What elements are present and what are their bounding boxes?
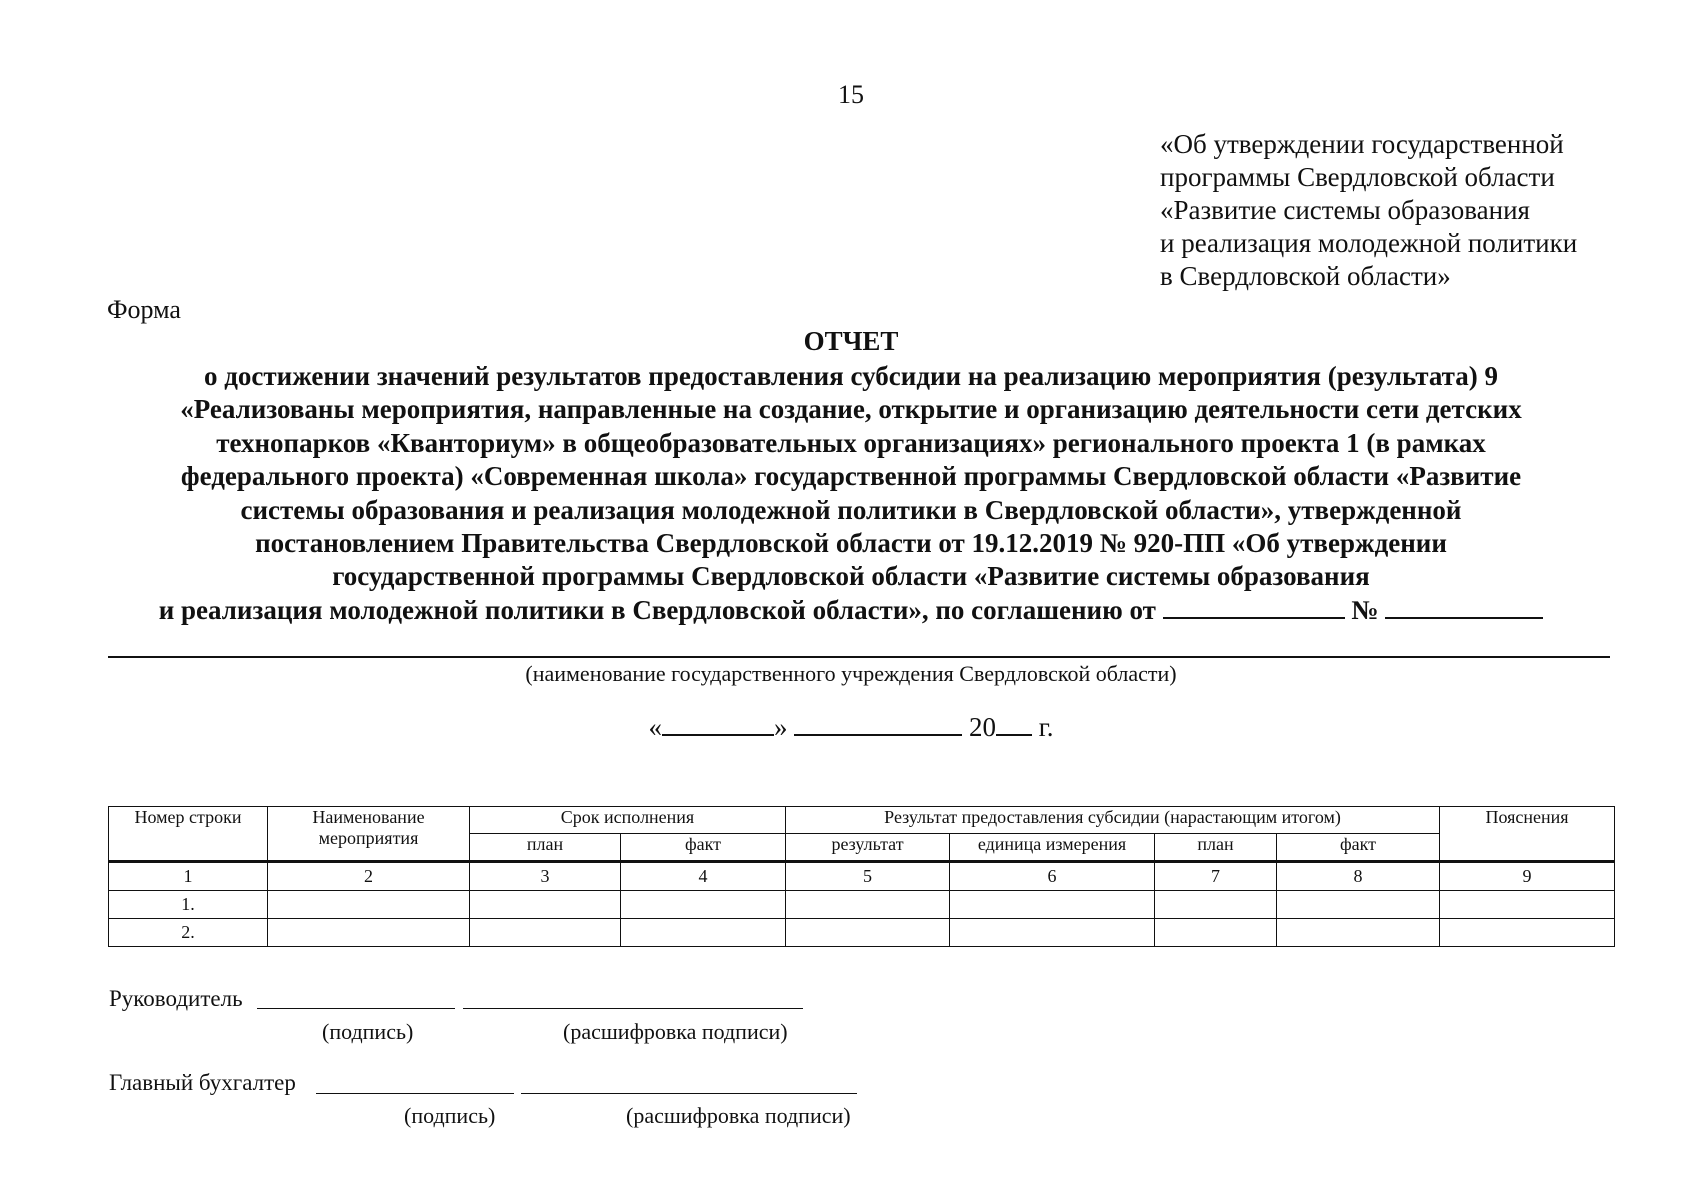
table-cell[interactable] xyxy=(621,891,786,919)
director-signature-field[interactable] xyxy=(257,990,455,1009)
table-cell[interactable] xyxy=(1277,891,1440,919)
table-row xyxy=(109,919,1615,947)
column-number: 4 xyxy=(621,862,786,891)
institution-caption: (наименование государственного учреждения Свердловской области) xyxy=(525,661,1177,686)
column-number: 5 xyxy=(786,862,950,891)
approval-reference xyxy=(1160,128,1577,293)
subtitle-line: постановлением Правительства Свердловской области от 19.12.2019 № 920-ПП «Об утверждении xyxy=(255,528,1447,559)
column-number: 9 xyxy=(1440,862,1615,891)
header-deadline-fact: факт xyxy=(621,834,786,862)
table-cell[interactable] xyxy=(1440,891,1615,919)
report-date-line xyxy=(0,712,1702,743)
date-close-quote: » xyxy=(773,712,788,742)
header-result-group: Результат предоставления субсидии (нарастающим итогом) xyxy=(786,807,1440,834)
table-cell[interactable] xyxy=(1277,919,1440,947)
signature-role-accountant: Главный бухгалтер xyxy=(109,1070,296,1095)
approval-line: программы Свердловской области xyxy=(1160,162,1555,192)
header-deadline: Срок исполнения xyxy=(470,807,786,834)
row-number-cell: 2. xyxy=(109,919,268,947)
agreement-date-field[interactable] xyxy=(1163,595,1345,619)
table-cell[interactable] xyxy=(786,919,950,947)
table-cell[interactable] xyxy=(268,891,470,919)
month-field[interactable] xyxy=(794,714,962,736)
subtitle-line: государственной программы Свердловской области «Развитие системы образования xyxy=(332,561,1370,592)
subtitle-line: федерального проекта) «Современная школа» государственной программы Свердловской области «Развитие xyxy=(180,461,1522,492)
table-cell[interactable] xyxy=(470,891,621,919)
form-label: Форма xyxy=(107,295,181,324)
subtitle-last-text: и реализация молодежной политики в Свердловской области», по соглашению от xyxy=(158,594,1156,625)
subtitle-line: технопарков «Кванториум» в общеобразовательных организациях» регионального проекта 1 (в рамках xyxy=(216,427,1486,458)
column-number: 3 xyxy=(470,862,621,891)
header-unit: единица измерения xyxy=(950,834,1155,862)
column-number: 1 xyxy=(109,862,268,891)
header-result-fact: факт xyxy=(1277,834,1440,862)
table-cell[interactable] xyxy=(950,919,1155,947)
report-title: ОТЧЕТ xyxy=(803,326,899,356)
column-number: 7 xyxy=(1155,862,1277,891)
table-cell[interactable] xyxy=(786,891,950,919)
table-cell[interactable] xyxy=(621,919,786,947)
report-table xyxy=(108,806,1615,947)
row-number-cell: 1. xyxy=(109,891,268,919)
subtitle-line: о достижении значений результатов предоставления субсидии на реализацию мероприятия (результата) 9 xyxy=(204,361,1498,391)
accountant-decoding-field[interactable] xyxy=(521,1075,857,1094)
table-cell[interactable] xyxy=(1440,919,1615,947)
table-cell[interactable] xyxy=(950,891,1155,919)
column-number-row xyxy=(109,862,1615,891)
table-row xyxy=(109,891,1615,919)
table-cell[interactable] xyxy=(470,919,621,947)
subtitle-last-line xyxy=(100,594,1602,627)
institution-name-field[interactable] xyxy=(108,656,1610,658)
page-number: 15 xyxy=(838,80,864,109)
subtitle-line: «Реализованы мероприятия, направленные на создание, открытие и организацию деятельности сети детских xyxy=(180,394,1522,425)
header-result-plan: план xyxy=(1155,834,1277,862)
director-decoding-field[interactable] xyxy=(463,990,803,1009)
header-result: результат xyxy=(786,834,950,862)
accountant-signature-field[interactable] xyxy=(316,1075,514,1094)
column-number: 6 xyxy=(950,862,1155,891)
header-row-number: Номер строки xyxy=(109,807,268,862)
year-suffix: г. xyxy=(1038,712,1054,742)
accountant-decoding-hint: (расшифровка подписи) xyxy=(626,1103,851,1128)
year-field[interactable] xyxy=(996,714,1032,736)
day-field[interactable] xyxy=(662,714,774,736)
approval-line: «Развитие системы образования xyxy=(1160,195,1530,225)
approval-line: и реализация молодежной политики xyxy=(1160,228,1578,258)
subtitle-line: системы образования и реализация молодежной политики в Свердловской области», утвержденной xyxy=(240,494,1462,525)
table-cell[interactable] xyxy=(1155,919,1277,947)
signature-role-director: Руководитель xyxy=(109,986,243,1011)
report-subtitle xyxy=(100,360,1602,627)
year-prefix: 20 xyxy=(968,712,996,742)
column-number: 8 xyxy=(1277,862,1440,891)
header-deadline-plan: план xyxy=(470,834,621,862)
header-explanations: Пояснения xyxy=(1440,807,1615,862)
approval-line: в Свердловской области» xyxy=(1160,261,1451,291)
accountant-signature-hint: (подпись) xyxy=(404,1103,496,1128)
approval-line: «Об утверждении государственной xyxy=(1160,129,1564,159)
header-event-name: Наименование мероприятия xyxy=(268,807,470,862)
agreement-number-field[interactable] xyxy=(1385,595,1543,619)
column-number: 2 xyxy=(268,862,470,891)
date-open-quote: « xyxy=(648,712,662,742)
table-cell[interactable] xyxy=(268,919,470,947)
director-decoding-hint: (расшифровка подписи) xyxy=(563,1019,788,1044)
number-sign: № xyxy=(1351,594,1379,625)
director-signature-hint: (подпись) xyxy=(322,1019,414,1044)
table-cell[interactable] xyxy=(1155,891,1277,919)
